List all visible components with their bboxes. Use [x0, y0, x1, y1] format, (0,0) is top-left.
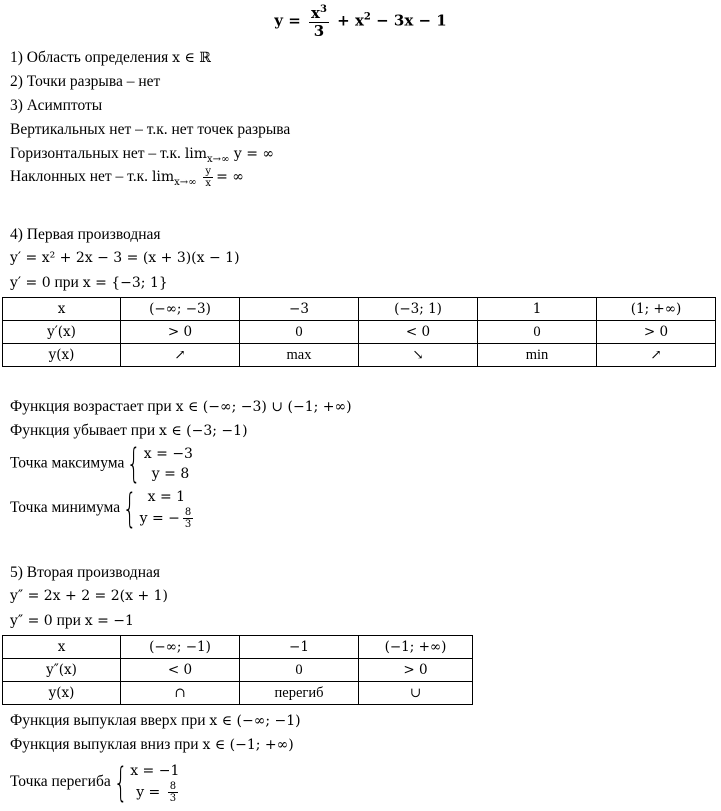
first-derivative-formula: y′ = x² + 2x − 3 = (x + 3)(x − 1) [10, 250, 240, 266]
min-y-fraction [183, 507, 193, 530]
domain-label: 1) Область определения [10, 49, 173, 66]
max-label: Точка максимума [10, 454, 125, 472]
brace-icon: { [113, 759, 128, 806]
infl-system [130, 761, 181, 804]
d1-zero-math: x = {−3; 1} [82, 275, 168, 291]
horizontal-lim: lim [184, 146, 208, 162]
inclined-lim-sub: x→∞ [174, 177, 197, 189]
table-cell: min [478, 344, 597, 367]
inclined-frac-den: x [205, 178, 212, 189]
min-x: x = 1 [147, 489, 186, 505]
d1-zero-a: y′ = 0 [10, 275, 51, 291]
min-label: Точка минимума [10, 499, 121, 517]
table-cell: < 0 [359, 321, 478, 344]
inflection-point [10, 761, 181, 804]
decreasing-line [10, 422, 248, 440]
infl-y-den: 3 [169, 793, 177, 804]
increasing-arrow-icon: ↗ [597, 344, 716, 367]
d2-zero-a: y″ = 0 [10, 613, 53, 629]
discontinuity-line: 2) Точки разрыва – нет [10, 73, 161, 90]
infl-label: Точка перегиба [10, 773, 111, 791]
table-cell: (1; +∞) [597, 298, 716, 321]
table-cell: < 0 [121, 659, 240, 682]
table-cell: y′(x) [3, 321, 121, 344]
table-row [3, 344, 716, 367]
brace-icon: { [122, 485, 137, 532]
table-cell: 0 [240, 321, 359, 344]
decreasing-text: Функция убывает при [10, 422, 159, 439]
d2-zero-math: x = −1 [84, 613, 134, 629]
table-cell: (−1; +∞) [359, 636, 473, 659]
table-row [3, 682, 473, 705]
convex-up-line [10, 712, 301, 730]
d2-zero-b: при [52, 612, 85, 629]
inclined-frac-num: y [205, 166, 212, 177]
infl-x: x = −1 [130, 763, 180, 779]
min-y-pre: y = − [139, 510, 180, 527]
table-cell: (−∞; −1) [121, 636, 240, 659]
increasing-text: Функция возрастает при [10, 398, 176, 415]
first-derivative-table [2, 297, 716, 367]
title-fraction [309, 4, 329, 39]
decreasing-math: x ∈ (−3; −1) [159, 423, 248, 439]
inclined-asymptote-line [10, 166, 244, 189]
second-derivative-heading: 5) Вторая производная [10, 564, 160, 581]
second-derivative-formula: y″ = 2x + 2 = 2(x + 1) [10, 588, 169, 604]
table-cell: (−3; 1) [359, 298, 478, 321]
infl-y-fraction [168, 781, 178, 804]
max-y: y = 8 [151, 466, 190, 482]
vertical-asymptote-line: Вертикальных нет – т.к. нет точек разрыва [10, 121, 291, 138]
inclined-text: Наклонных нет – т.к. [10, 168, 152, 186]
convex-down-line [10, 736, 294, 754]
title-num-exp: 3 [319, 4, 327, 15]
domain-math: x ∈ ℝ [172, 50, 211, 66]
table-row [3, 321, 716, 344]
table-row [3, 298, 716, 321]
table-cell: 0 [240, 659, 359, 682]
min-y-num: 8 [184, 507, 192, 518]
convex-up-math: x ∈ (−∞; −1) [209, 713, 301, 729]
table-cell: перегиб [240, 682, 359, 705]
table-cell: x [3, 298, 121, 321]
convex-down-text: Функция выпуклая вниз при [10, 736, 203, 753]
decreasing-arrow-icon: ↘ [359, 344, 478, 367]
brace-icon: { [127, 441, 142, 487]
convex-up-text: Функция выпуклая вверх при [10, 712, 210, 729]
table-cell: −1 [240, 636, 359, 659]
table-cell: y(x) [3, 344, 121, 367]
convex-down-icon: ∪ [359, 682, 473, 705]
horizontal-text: Горизонтальных нет – т.к. [10, 145, 185, 162]
domain-line [10, 49, 211, 67]
table-cell: (−∞; −3) [121, 298, 240, 321]
d1-zero-b: при [50, 274, 83, 291]
title-eq: = [288, 11, 301, 30]
infl-y-num: 8 [169, 781, 177, 792]
title-den: 3 [313, 21, 325, 40]
second-derivative-zero [10, 612, 134, 630]
table-cell: 1 [478, 298, 597, 321]
title-rest: + x [337, 11, 364, 30]
infl-y-pre: y = [136, 784, 165, 801]
table-cell: > 0 [121, 321, 240, 344]
inclined-lim: lim [151, 169, 175, 186]
convex-down-math: x ∈ (−1; +∞) [202, 737, 294, 753]
minimum-point [10, 487, 196, 530]
first-derivative-zero [10, 274, 168, 292]
table-cell: > 0 [359, 659, 473, 682]
max-system [144, 444, 193, 484]
table-cell: y″(x) [3, 659, 121, 682]
inclined-expr: = ∞ [216, 169, 244, 186]
horizontal-lim-sub: x→∞ [207, 154, 230, 165]
title-num: x [311, 4, 320, 22]
increasing-arrow-icon: ↗ [121, 344, 240, 367]
horizontal-asymptote-line [10, 145, 274, 165]
maximum-point [10, 441, 193, 487]
title-tail: − 3x − 1 [376, 11, 447, 30]
table-cell: x [3, 636, 121, 659]
table-cell: −3 [240, 298, 359, 321]
table-row [3, 659, 473, 682]
table-cell: y(x) [3, 682, 121, 705]
min-system [140, 487, 197, 530]
table-cell: > 0 [597, 321, 716, 344]
title-rest-exp: 2 [363, 11, 371, 23]
title-y: y [274, 11, 283, 30]
second-derivative-table [2, 635, 473, 705]
min-y-den: 3 [184, 519, 192, 530]
increasing-line [10, 398, 352, 416]
table-cell: 0 [478, 321, 597, 344]
increasing-math: x ∈ (−∞; −3) ∪ (−1; +∞) [175, 399, 352, 415]
max-x: x = −3 [143, 446, 193, 462]
page-title [0, 4, 721, 39]
horizontal-expr: y = ∞ [229, 146, 275, 162]
table-row [3, 636, 473, 659]
first-derivative-heading: 4) Первая производная [10, 226, 161, 243]
inclined-fraction [203, 166, 213, 189]
convex-up-icon: ∩ [121, 682, 240, 705]
asymptotes-heading: 3) Асимптоты [10, 97, 103, 114]
table-cell: max [240, 344, 359, 367]
